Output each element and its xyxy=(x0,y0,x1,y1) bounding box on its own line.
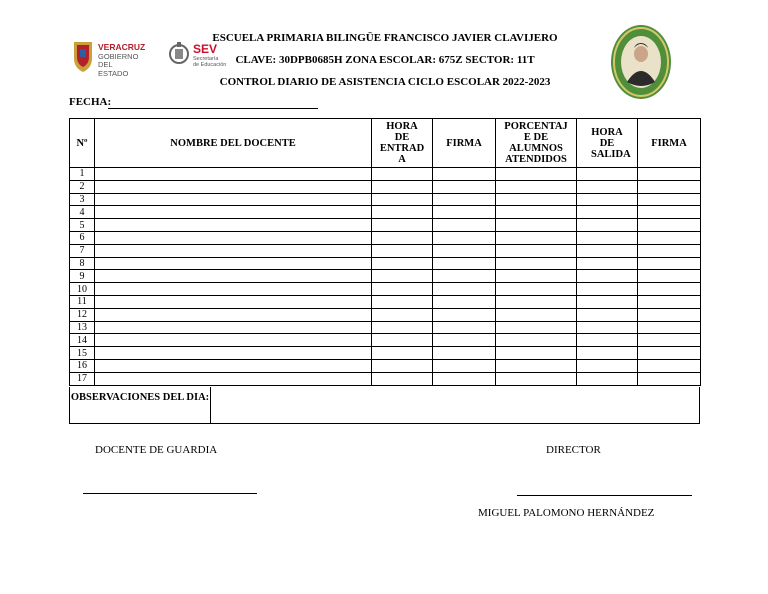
entrada-cell[interactable] xyxy=(372,334,433,347)
salida-cell[interactable] xyxy=(577,180,638,193)
row-number: 11 xyxy=(70,295,95,308)
firma-cell[interactable] xyxy=(433,321,496,334)
table-row xyxy=(70,295,701,308)
col-num-header: Nº xyxy=(70,119,95,168)
row-number: 7 xyxy=(70,244,95,257)
firma2-cell[interactable] xyxy=(638,283,701,296)
row-number: 9 xyxy=(70,270,95,283)
firma-cell[interactable] xyxy=(433,244,496,257)
entrada-cell[interactable] xyxy=(372,359,433,372)
firma-cell[interactable] xyxy=(433,180,496,193)
firma2-cell[interactable] xyxy=(638,168,701,181)
entrada-cell[interactable] xyxy=(372,321,433,334)
salida-cell[interactable] xyxy=(577,321,638,334)
school-seal-logo xyxy=(610,24,672,100)
firma2-cell[interactable] xyxy=(638,321,701,334)
entrada-cell[interactable] xyxy=(372,168,433,181)
salida-cell[interactable] xyxy=(577,372,638,385)
fecha-input-line[interactable] xyxy=(108,108,318,109)
salida-cell[interactable] xyxy=(577,283,638,296)
nombre-cell[interactable] xyxy=(95,334,372,347)
porcentaje-cell[interactable] xyxy=(496,334,577,347)
porcentaje-cell[interactable] xyxy=(496,295,577,308)
director-signature-line[interactable] xyxy=(517,495,692,496)
entrada-cell[interactable] xyxy=(372,180,433,193)
table-row xyxy=(70,257,701,270)
table-row xyxy=(70,372,701,385)
row-number: 15 xyxy=(70,347,95,360)
entrada-cell[interactable] xyxy=(372,347,433,360)
veracruz-government-logo xyxy=(70,40,146,78)
row-number: 6 xyxy=(70,231,95,244)
table-row xyxy=(70,321,701,334)
school-name: ESCUELA PRIMARIA BILINGÜE FRANCISCO JAVIER CLAVIJERO xyxy=(212,32,558,44)
table-row xyxy=(70,180,701,193)
firma-cell[interactable] xyxy=(433,295,496,308)
porcentaje-cell[interactable] xyxy=(496,168,577,181)
firma2-cell[interactable] xyxy=(638,257,701,270)
col-porcentaje-header: PORCENTAJ E DE ALUMNOS ATENDIDOS xyxy=(496,119,577,168)
firma-cell[interactable] xyxy=(433,308,496,321)
sev-secretaria-text: Secretaría xyxy=(193,56,219,62)
firma-cell[interactable] xyxy=(433,231,496,244)
porcentaje-cell[interactable] xyxy=(496,244,577,257)
firma-cell[interactable] xyxy=(433,359,496,372)
firma2-cell[interactable] xyxy=(638,193,701,206)
firma-cell[interactable] xyxy=(433,270,496,283)
entrada-cell[interactable] xyxy=(372,372,433,385)
table-row xyxy=(70,168,701,181)
veracruz-text: VERACRUZ xyxy=(98,42,146,52)
table-row xyxy=(70,283,701,296)
entrada-cell[interactable] xyxy=(372,283,433,296)
porcentaje-cell[interactable] xyxy=(496,206,577,219)
col-salida-header: HORA DE SALIDA xyxy=(577,119,638,168)
row-number: 2 xyxy=(70,180,95,193)
nombre-cell[interactable] xyxy=(95,347,372,360)
row-number: 16 xyxy=(70,359,95,372)
firma-cell[interactable] xyxy=(433,347,496,360)
portrait-seal-icon xyxy=(610,24,672,100)
firma2-cell[interactable] xyxy=(638,219,701,232)
nombre-cell[interactable] xyxy=(95,168,372,181)
nombre-cell[interactable] xyxy=(95,244,372,257)
row-number: 8 xyxy=(70,257,95,270)
table-row xyxy=(70,193,701,206)
firma2-cell[interactable] xyxy=(638,231,701,244)
table-row xyxy=(70,308,701,321)
firma-cell[interactable] xyxy=(433,206,496,219)
firma-cell[interactable] xyxy=(433,257,496,270)
porcentaje-cell[interactable] xyxy=(496,270,577,283)
entrada-cell[interactable] xyxy=(372,193,433,206)
firma2-cell[interactable] xyxy=(638,334,701,347)
gobierno-text: GOBIERNO xyxy=(98,52,139,61)
salida-cell[interactable] xyxy=(577,347,638,360)
porcentaje-cell[interactable] xyxy=(496,219,577,232)
table-header-row xyxy=(70,119,701,168)
porcentaje-cell[interactable] xyxy=(496,321,577,334)
row-number: 17 xyxy=(70,372,95,385)
nombre-cell[interactable] xyxy=(95,206,372,219)
observaciones-box xyxy=(69,387,700,424)
table-row xyxy=(70,347,701,360)
nombre-cell[interactable] xyxy=(95,359,372,372)
firma2-cell[interactable] xyxy=(638,308,701,321)
salida-cell[interactable] xyxy=(577,231,638,244)
nombre-cell[interactable] xyxy=(95,193,372,206)
firma-cell[interactable] xyxy=(433,219,496,232)
entrada-cell[interactable] xyxy=(372,308,433,321)
docente-signature-line[interactable] xyxy=(83,493,257,494)
entrada-cell[interactable] xyxy=(372,295,433,308)
firma-cell[interactable] xyxy=(433,168,496,181)
row-number: 10 xyxy=(70,283,95,296)
col-firma-header: FIRMA xyxy=(433,119,496,168)
salida-cell[interactable] xyxy=(577,295,638,308)
entrada-cell[interactable] xyxy=(372,219,433,232)
firma2-cell[interactable] xyxy=(638,295,701,308)
col-nombre-header: NOMBRE DEL DOCENTE xyxy=(95,119,372,168)
table-row xyxy=(70,270,701,283)
col-firma2-header: FIRMA xyxy=(638,119,701,168)
entrada-cell[interactable] xyxy=(372,206,433,219)
firma-cell[interactable] xyxy=(433,372,496,385)
sev-educacion-text: de Educación xyxy=(193,62,227,68)
firma2-cell[interactable] xyxy=(638,180,701,193)
salida-cell[interactable] xyxy=(577,168,638,181)
nombre-cell[interactable] xyxy=(95,321,372,334)
row-number: 14 xyxy=(70,334,95,347)
table-row xyxy=(70,231,701,244)
firma2-cell[interactable] xyxy=(638,270,701,283)
porcentaje-cell[interactable] xyxy=(496,308,577,321)
firma2-cell[interactable] xyxy=(638,206,701,219)
firma-cell[interactable] xyxy=(433,334,496,347)
row-number: 5 xyxy=(70,219,95,232)
salida-cell[interactable] xyxy=(577,359,638,372)
salida-cell[interactable] xyxy=(577,244,638,257)
observaciones-label: OBSERVACIONES DEL DIA: xyxy=(70,387,211,423)
salida-cell[interactable] xyxy=(577,334,638,347)
director-label: DIRECTOR xyxy=(546,444,601,456)
salida-cell[interactable] xyxy=(577,193,638,206)
salida-cell[interactable] xyxy=(577,219,638,232)
firma-cell[interactable] xyxy=(433,193,496,206)
row-number: 4 xyxy=(70,206,95,219)
nombre-cell[interactable] xyxy=(95,180,372,193)
salida-cell[interactable] xyxy=(577,308,638,321)
porcentaje-cell[interactable] xyxy=(496,180,577,193)
del-estado-text: DEL ESTADO xyxy=(98,60,129,78)
fecha-label: FECHA: xyxy=(69,96,112,108)
salida-cell[interactable] xyxy=(577,257,638,270)
entrada-cell[interactable] xyxy=(372,270,433,283)
nombre-cell[interactable] xyxy=(95,372,372,385)
entrada-cell[interactable] xyxy=(372,257,433,270)
firma-cell[interactable] xyxy=(433,283,496,296)
porcentaje-cell[interactable] xyxy=(496,359,577,372)
row-number: 13 xyxy=(70,321,95,334)
porcentaje-cell[interactable] xyxy=(496,283,577,296)
firma2-cell[interactable] xyxy=(638,372,701,385)
salida-cell[interactable] xyxy=(577,206,638,219)
table-row xyxy=(70,206,701,219)
nombre-cell[interactable] xyxy=(95,270,372,283)
nombre-cell[interactable] xyxy=(95,295,372,308)
firma2-cell[interactable] xyxy=(638,359,701,372)
porcentaje-cell[interactable] xyxy=(496,193,577,206)
table-row xyxy=(70,334,701,347)
director-name: MIGUEL PALOMONO HERNÁNDEZ xyxy=(478,507,655,519)
sev-title: SEV xyxy=(193,42,218,56)
row-number: 1 xyxy=(70,168,95,181)
firma2-cell[interactable] xyxy=(638,347,701,360)
clave-line: CLAVE: 30DPB0685H ZONA ESCOLAR: 675Z SECTOR: 11T xyxy=(235,54,535,66)
nombre-cell[interactable] xyxy=(95,219,372,232)
docente-guardia-label: DOCENTE DE GUARDIA xyxy=(95,444,218,456)
control-title: CONTROL DIARIO DE ASISTENCIA CICLO ESCOLAR 2022-2023 xyxy=(219,76,551,88)
porcentaje-cell[interactable] xyxy=(496,372,577,385)
table-row xyxy=(70,359,701,372)
observaciones-field[interactable] xyxy=(212,387,700,423)
porcentaje-cell[interactable] xyxy=(496,231,577,244)
nombre-cell[interactable] xyxy=(95,283,372,296)
table-row xyxy=(70,244,701,257)
row-number: 12 xyxy=(70,308,95,321)
col-entrada-header: HORA DE ENTRAD A xyxy=(372,119,433,168)
entrada-cell[interactable] xyxy=(372,231,433,244)
nombre-cell[interactable] xyxy=(95,231,372,244)
row-number: 3 xyxy=(70,193,95,206)
table-row xyxy=(70,219,701,232)
attendance-table xyxy=(69,118,701,386)
sev-emblem-icon xyxy=(168,40,190,70)
firma2-cell[interactable] xyxy=(638,244,701,257)
salida-cell[interactable] xyxy=(577,270,638,283)
porcentaje-cell[interactable] xyxy=(496,257,577,270)
porcentaje-cell[interactable] xyxy=(496,347,577,360)
entrada-cell[interactable] xyxy=(372,244,433,257)
nombre-cell[interactable] xyxy=(95,257,372,270)
nombre-cell[interactable] xyxy=(95,308,372,321)
